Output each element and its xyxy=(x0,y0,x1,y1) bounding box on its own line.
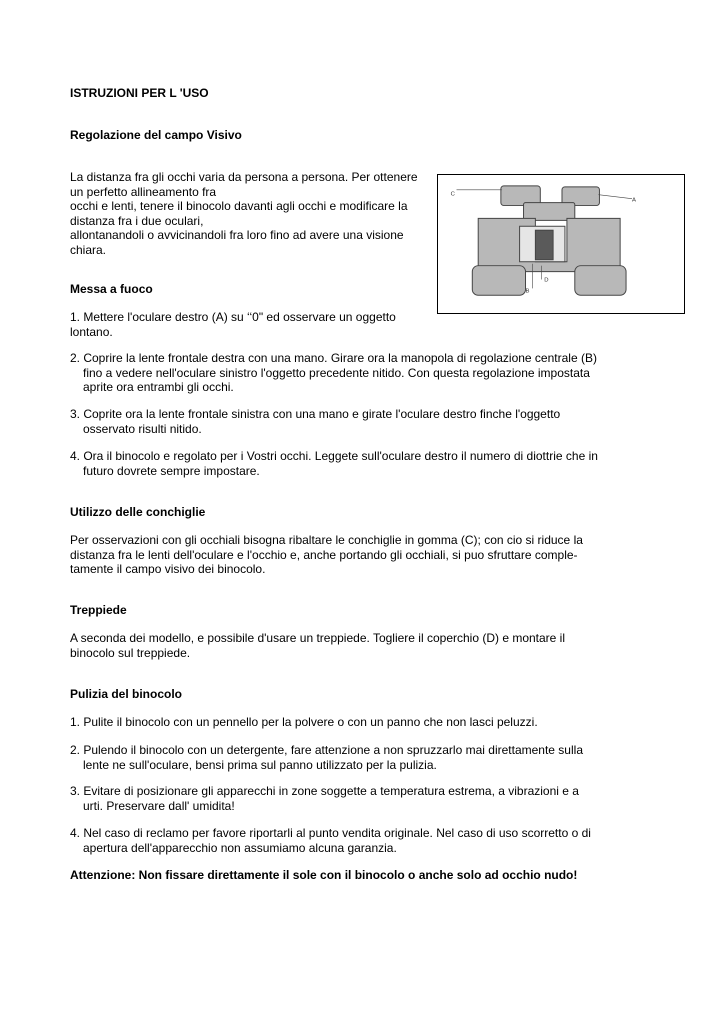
label-d: D xyxy=(544,277,549,284)
focus-step-1: 1. Mettere l'oculare destro (A) su ‘‘0" ed osservare un oggetto lontano. xyxy=(70,310,396,339)
paragraph-campo-visivo xyxy=(70,170,432,257)
cleaning-step-1: 1. Pulite il binocolo con un pennello per la polvere o con un panno che non lasci peluzzi. xyxy=(70,715,538,729)
focus-wheel xyxy=(535,230,553,260)
line: chiara. xyxy=(70,242,107,257)
paragraph-conchiglie: Per osservazioni con gli occhiali bisogna ribaltare le conchiglie in gomma (C); con cio si riduce la distanza fra le lenti dell'oculare e l'occhio e, anche portando gli occhiali, si puo sfruttare comple-tamente il campo visivo dei binocolo. xyxy=(70,533,583,576)
line: un perfetto allineamento fra xyxy=(70,184,217,199)
heading-campo-visivo: Regolazione del campo Visivo xyxy=(70,128,242,142)
heading-conchiglie: Utilizzo delle conchiglie xyxy=(70,505,206,519)
label-c: C xyxy=(450,191,455,198)
leader-line-a xyxy=(598,195,632,199)
binocular-drawing xyxy=(438,175,684,313)
focus-step-3: 3. Coprite ora la lente frontale sinistra con una mano e girate l'oculare destro finche l'oggetto osservato risulti nitido. xyxy=(70,407,561,436)
heading-messa-a-fuoco: Messa a fuoco xyxy=(70,282,153,296)
focus-step-4: 4. Ora il binocolo e regolato per i Vostri occhi. Leggete sull'oculare destro il numero di diottrie che in futuro dovrete sempre impostare. xyxy=(70,449,598,478)
line: La distanza fra gli occhi varia da persona a persona. Per ottenere xyxy=(70,170,418,184)
label-a: A xyxy=(631,197,636,204)
page-title: ISTRUZIONI PER L 'USO xyxy=(70,86,209,100)
right-objective xyxy=(575,266,626,296)
label-b: B xyxy=(525,288,530,295)
binocular-diagram xyxy=(437,174,685,314)
heading-pulizia: Pulizia del binocolo xyxy=(70,687,183,701)
cleaning-step-4: 4. Nel caso di reclamo per favore riportarli al punto vendita originale. Nel caso di uso scorretto o di apertura dell'apparecchio non assumiamo alcuna garanzia. xyxy=(70,826,591,855)
line: occhi e lenti, tenere il binocolo davanti agli occhi e modificare la xyxy=(70,199,408,213)
line: distanza fra i due oculari, xyxy=(70,213,204,228)
cleaning-step-3: 3. Evitare di posizionare gli apparecchi in zone soggette a temperatura estrema, a vibrazioni e a urti. Preservare dall' umidita! xyxy=(70,784,579,813)
bridge xyxy=(524,203,575,221)
cleaning-step-2: 2. Pulendo il binocolo con un detergente, fare attenzione a non spruzzarlo mai direttamente sulla lente ne sull'oculare, bensi prima sul panno utilizzato per la pulizia. xyxy=(70,743,583,772)
focus-step-2: 2. Coprire la lente frontale destra con una mano. Girare ora la manopola di regolazione centrale (B) fino a vedere nell'oculare sinistro l'oggetto precedente nitido. Con questa regolazione impostata aprite ora entrambi gli occhi. xyxy=(70,351,597,394)
paragraph-treppiede: A seconda dei modello, e possibile d'usare un treppiede. Togliere il coperchio (D) e montare il binocolo sul treppiede. xyxy=(70,631,566,660)
heading-treppiede: Treppiede xyxy=(70,603,127,617)
warning-text: Attenzione: Non fissare direttamente il sole con il binocolo o anche solo ad occhio nudo! xyxy=(70,868,578,882)
line: allontanandoli o avvicinandoli fra loro fino ad avere una visione xyxy=(70,228,404,242)
left-objective xyxy=(472,266,525,296)
